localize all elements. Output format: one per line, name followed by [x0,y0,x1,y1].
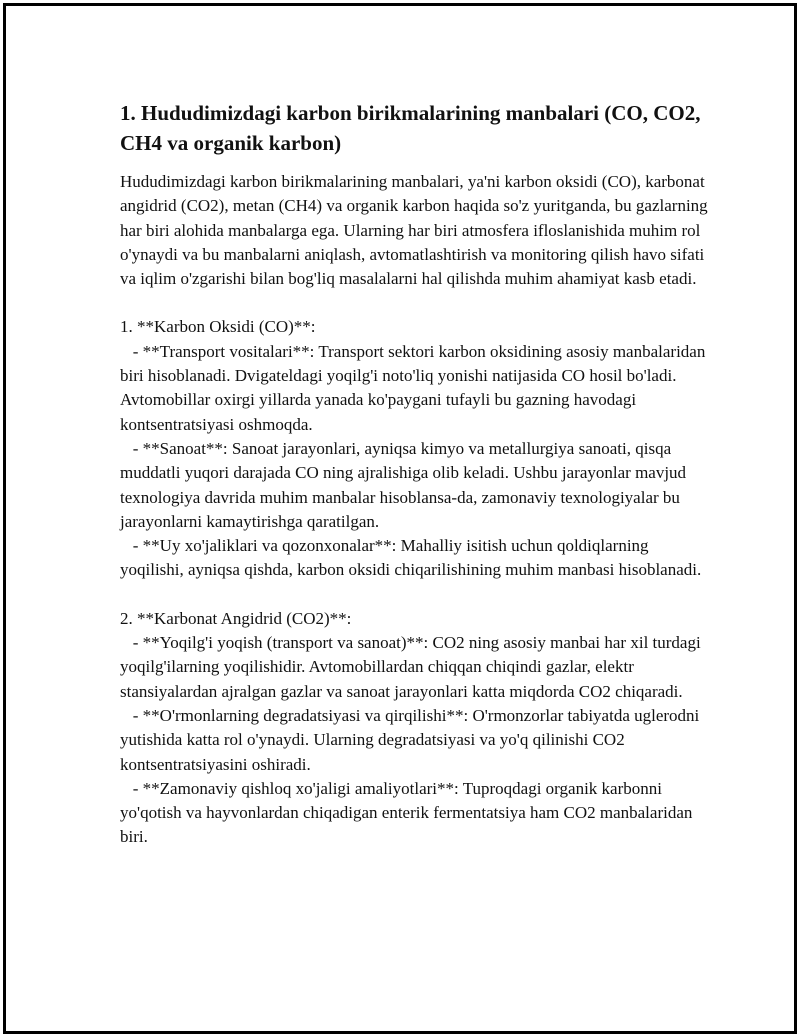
page-frame [3,3,797,1034]
paragraph-gap [120,583,710,607]
document-title: 1. Hududimizdagi karbon birikmalarining manbalari (CO, CO2, CH4 va organik karbon) [120,101,701,155]
document-body [120,98,710,850]
section-carbon-dioxide: 2. **Karbonat Angidrid (CO2)**: - **Yoqilg'i yoqish (transport va sanoat)**: CO2 ning asosiy manbai har xil turdagi yoqilg'ilarning yoqilishidir. Avtomobillardan chiqqan chiqindi gazlar, elektr stansiyalardan ajralgan gazlar va sanoat jarayonlari katta miqdorda CO2 chiqaradi. - **O'rmonlarning degradatsiyasi va qirqilishi**: O'rmonzorlar tabiyatda uglerodni yutishida katta rol o'ynaydi. Ularning degradatsiyasi va yo'q qilinishi CO2 kontsentratsiyasini oshiradi. - **Zamonaviy qishloq xo'jaligi amaliyotlari**: Tuproqdagi organik karbonni yo'qotish va hayvonlardan chiqadigan enterik fermentatsiya ham CO2 manbalaridan biri. [120,608,701,847]
intro-paragraph: Hududimizdagi karbon birikmalarining manbalari, ya'ni karbon oksidi (CO), karbonat angidrid (CO2), metan (CH4) va organik karbon haqida so'z yuritganda, bu gazlarning har biri alohida manbalarga ega. Ularning har biri atmosfera ifloslanishida muhim rol o'ynaydi va bu manbalarni aniqlash, avtomatlashtirish va monitoring qilish havo sifati va iqlim o'zgarishi bilan bog'liq masalalarni hal qilishda muhim ahamiyat kasb etadi. [120,172,712,289]
paragraph-gap [120,291,710,315]
section-carbon-monoxide: 1. **Karbon Oksidi (CO)**: - **Transport vositalari**: Transport sektori karbon oksidining asosiy manbalaridan biri hisoblanadi. Dvigateldagi yoqilg'i noto'liq yonishi natijasida CO hosil bo'ladi. Avtomobillar oxirgi yillarda yanada ko'paygani tufayli bu gazning havodagi kontsentratsiyasi oshmoqda. - **Sanoat**: Sanoat jarayonlari, ayniqsa kimyo va metallurgiya sanoati, qisqa muddatli yuqori darajada CO ning ajralishiga olib keladi. Ushbu jarayonlar mavjud texnologiya davrida muhim manbalar hisoblansa-da, zamonaviy texnologiyalar bu jarayonlarni kamaytirishga qaratilgan. - **Uy xo'jaliklari va qozonxonalar**: Mahalliy isitish uchun qoldiqlarning yoqilishi, ayniqsa qishda, karbon oksidi chiqarilishining muhim manbasi hisoblanadi. [120,317,706,580]
